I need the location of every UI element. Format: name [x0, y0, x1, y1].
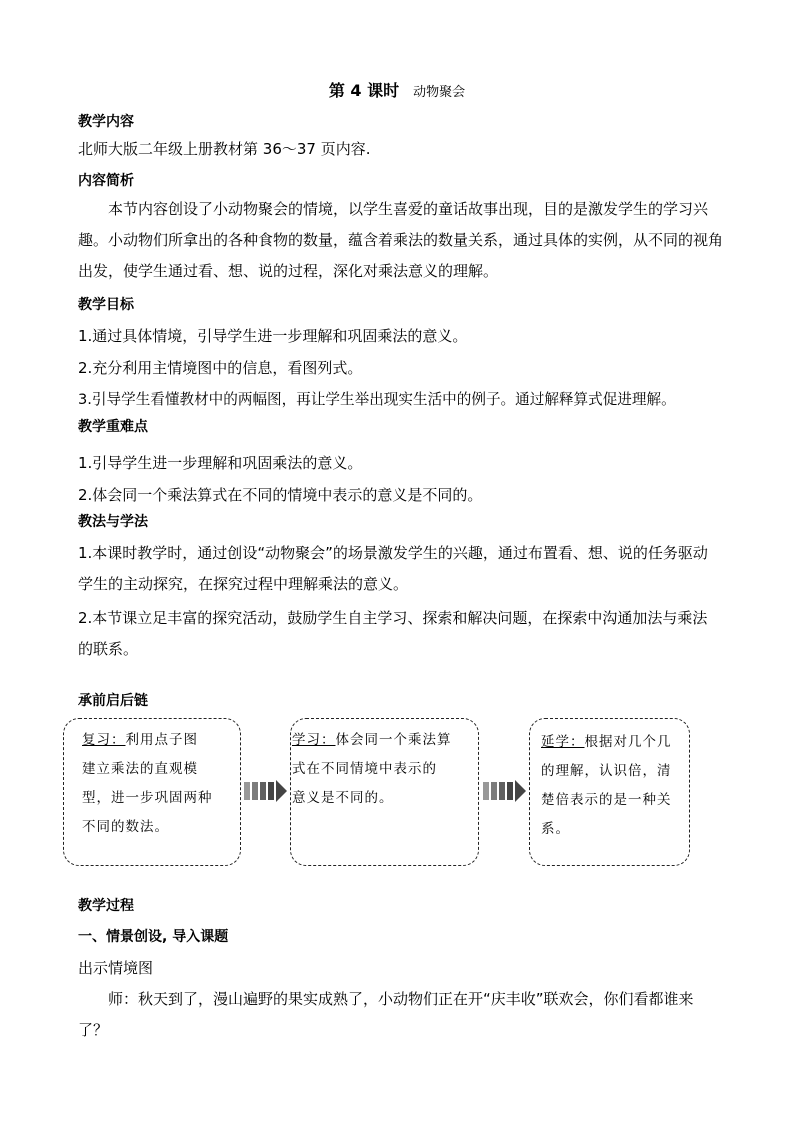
- chain-heading: 承前启后链: [78, 693, 148, 709]
- review-line-1: 利用点子图: [125, 732, 198, 748]
- key-item-1: 1.引导学生进一步理解和巩固乘法的意义。: [78, 454, 363, 472]
- teacher-text: 师：秋天到了，漫山遍野的果实成熟了，小动物们正在开“庆丰收”联欢会，你们看都谁来了？: [78, 990, 694, 1039]
- extend-line-2: 的理解，认识倍，清: [541, 763, 672, 779]
- learn-line-3: 意义是不同的。: [292, 790, 394, 806]
- review-label: 复习：: [82, 732, 126, 748]
- process-heading: 教学过程: [78, 898, 134, 914]
- chain-arrow-2: [483, 780, 527, 802]
- learn-line-2: 式在不同情境中表示的: [292, 761, 437, 777]
- extend-line-1: 根据对几个几: [584, 734, 672, 750]
- method-item-1: 1.本课时教学时，通过创设“动物聚会”的场景激发学生的兴趣，通过布置看、想、说的任务驱动学生的主动探究，在探究过程中理解乘法的意义。: [78, 544, 708, 593]
- review-line-3: 型，进一步巩固两种: [82, 790, 213, 806]
- learn-box-text: [292, 726, 478, 813]
- extend-line-3: 楚倍表示的是一种关: [541, 792, 672, 808]
- review-box-text: [82, 726, 242, 842]
- learn-label: 学习：: [292, 732, 336, 748]
- key-heading: 教学重难点: [78, 419, 148, 435]
- goal-item-2: 2.充分利用主情境图中的信息，看图列式。: [78, 359, 363, 377]
- brief-text: 本节内容创设了小动物聚会的情境，以学生喜爱的童话故事出现，目的是激发学生的学习兴趣。小动物们所拿出的各种食物的数量，蕴含着乘法的数量关系，通过具体的实例，从不同的视角出发，使学生通过看、想、说的过程，深化对乘法意义的理解。: [78, 200, 724, 280]
- extend-label: 延学：: [541, 734, 585, 750]
- content-heading: 教学内容: [78, 114, 134, 130]
- lesson-number: 第 4 课时: [328, 81, 400, 100]
- goal-item-1: 1.通过具体情境，引导学生进一步理解和巩固乘法的意义。: [78, 327, 468, 345]
- extend-line-4: 系。: [541, 821, 570, 837]
- content-text: 北师大版二年级上册教材第 36～37 页内容.: [78, 140, 371, 158]
- key-item-2: 2.体会同一个乘法算式在不同的情境中表示的意义是不同的。: [78, 486, 483, 504]
- show-scene-text: 出示情境图: [78, 959, 154, 977]
- lesson-title: [0, 78, 794, 101]
- method-heading: 教法与学法: [78, 514, 148, 530]
- goals-heading: 教学目标: [78, 297, 134, 313]
- part1-heading: 一、情景创设, 导入课题: [78, 929, 229, 945]
- lesson-topic: 动物聚会: [413, 85, 466, 100]
- brief-heading: 内容简析: [78, 173, 134, 189]
- extend-box-text: [541, 728, 691, 844]
- chain-arrow-1: [244, 780, 288, 802]
- learn-line-1: 体会同一个乘法算: [335, 732, 452, 748]
- review-line-2: 建立乘法的直观模: [82, 761, 198, 777]
- goal-item-3: 3.引导学生看懂教材中的两幅图，再让学生举出现实生活中的例子。通过解释算式促进理解。: [78, 391, 676, 408]
- method-item-2: 2.本节课立足丰富的探究活动，鼓励学生自主学习、探索和解决问题，在探索中沟通加法与乘法的联系。: [78, 609, 708, 658]
- review-line-4: 不同的数法。: [82, 819, 169, 835]
